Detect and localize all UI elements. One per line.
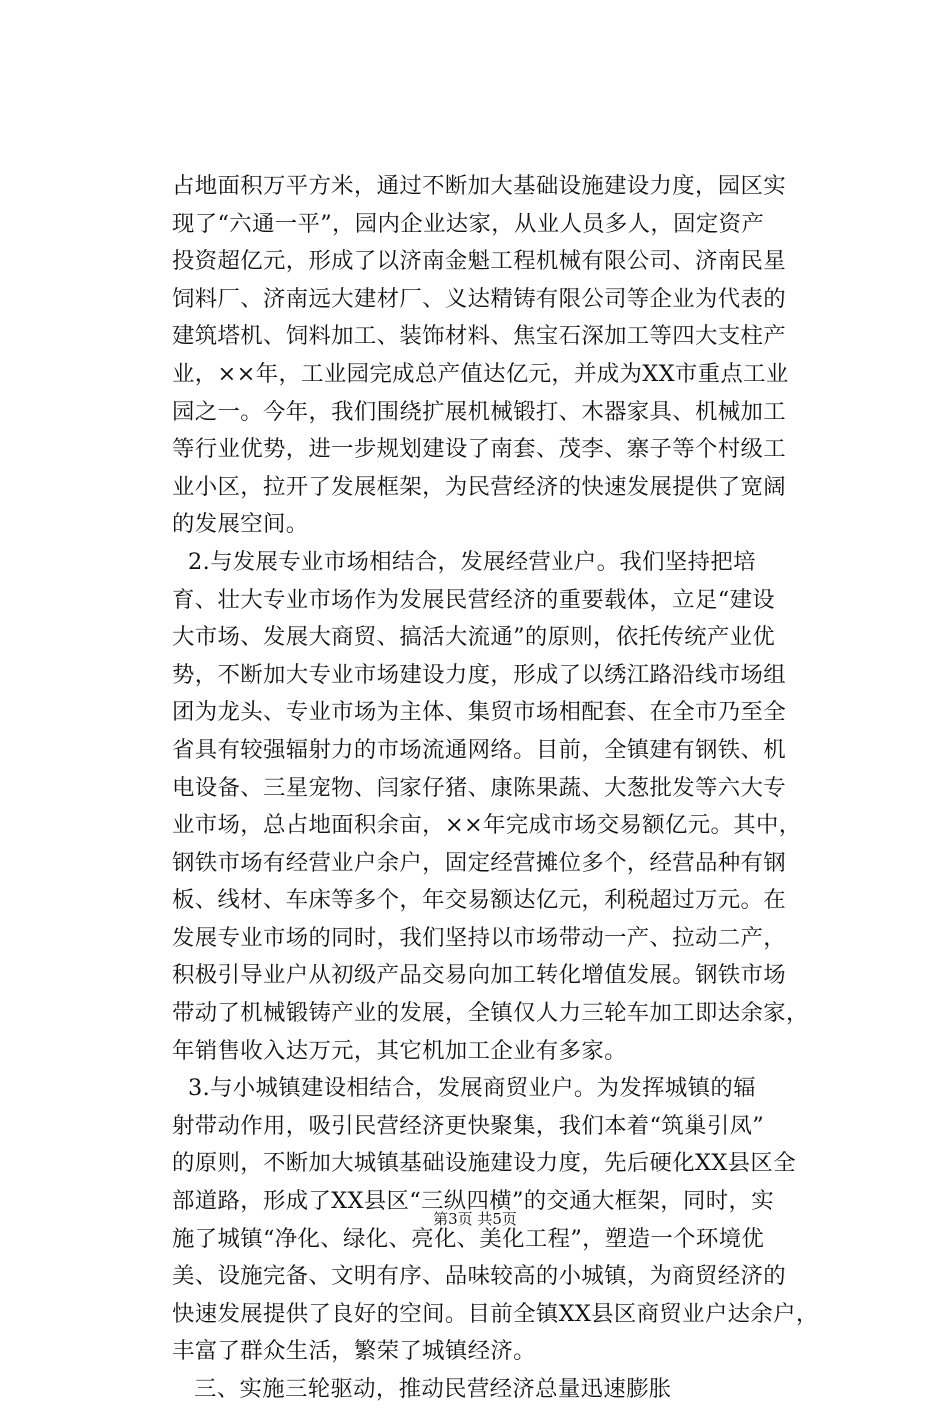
text-line: 业，××年，工业园完成总产值达亿元，并成为XX市重点工业	[172, 360, 789, 387]
text-line: 占地面积万平方米，通过不断加大基础设施建设力度，园区实	[172, 173, 786, 199]
paragraph-start-line: 2.与发展专业市场相结合，发展经营业户。我们坚持把培	[188, 548, 756, 575]
text-line: 势，不断加大专业市场建设力度，形成了以绣江路沿线市场组	[172, 661, 786, 688]
page-number: 第3页 共5页	[433, 1210, 517, 1228]
text-line: 电设备、三星宠物、闫家仔猪、康陈果蔬、大葱批发等六大专	[172, 774, 786, 801]
text-line: 等行业优势，进一步规划建设了南套、茂李、寨子等个村级工	[172, 436, 786, 463]
text-line: 大市场、发展大商贸、搞活大流通”的原则，依托传统产业优	[172, 624, 776, 651]
text-line: 团为龙头、专业市场为主体、集贸市场相配套、在全市乃至全	[172, 699, 786, 726]
text-line: 业小区，拉开了发展框架，为民营经济的快速发展提供了宽阔	[172, 473, 786, 500]
text-line: 射带动作用，吸引民营经济更快聚集，我们本着“筑巢引凤”	[172, 1112, 765, 1139]
paragraph-start-line: 3.与小城镇建设相结合，发展商贸业户。为发挥城镇的辐	[188, 1075, 756, 1102]
section-heading: 三、实施三轮驱动，推动民营经济总量迅速膨胀	[194, 1376, 672, 1402]
text-line: 园之一。今年，我们围绕扩展机械锻打、木器家具、机械加工	[172, 398, 786, 425]
text-line: 积极引导业户从初级产品交易向加工转化增值发展。钢铁市场	[172, 962, 786, 989]
text-line: 的原则，不断加大城镇基础设施建设力度，先后硬化XX县区全	[172, 1150, 796, 1177]
text-line: 饲料厂、济南远大建材厂、义达精铸有限公司等企业为代表的	[172, 285, 786, 312]
text-line: 钢铁市场有经营业户余户，固定经营摊位多个，经营品种有钢	[172, 849, 786, 876]
text-line: 带动了机械锻铸产业的发展，全镇仅人力三轮车加工即达余家，	[172, 1000, 809, 1027]
page-footer	[0, 1209, 950, 1229]
text-line: 年销售收入达万元，其它机加工企业有多家。	[172, 1037, 627, 1064]
text-line: 丰富了群众生活，繁荣了城镇经济。	[172, 1338, 536, 1365]
text-line: 省具有较强辐射力的市场流通网络。目前，全镇建有钢铁、机	[172, 736, 786, 763]
text-line: 发展专业市场的同时，我们坚持以市场带动一产、拉动二产，	[172, 924, 786, 951]
text-line: 业市场，总占地面积余亩，××年完成市场交易额亿元。其中，	[172, 812, 802, 839]
text-line: 的发展空间。	[172, 511, 309, 538]
text-line: 投资超亿元，形成了以济南金魁工程机械有限公司、济南民星	[172, 248, 786, 275]
text-line: 板、线材、车床等多个，年交易额达亿元，利税超过万元。在	[172, 887, 786, 914]
text-line: 施了城镇“净化、绿化、亮化、美化工程”，塑造一个环境优	[172, 1225, 765, 1252]
text-line: 建筑塔机、饲料加工、装饰材料、焦宝石深加工等四大支柱产	[172, 323, 786, 350]
text-line: 美、设施完备、文明有序、品味较高的小城镇，为商贸经济的	[172, 1263, 786, 1290]
text-line: 现了“六通一平”，园内企业达家，从业人员多人，固定资产	[172, 210, 765, 237]
text-line: 部道路，形成了XX县区“三纵四横”的交通大框架，同时，实	[172, 1188, 774, 1215]
text-line: 快速发展提供了良好的空间。目前全镇XX县区商贸业户达余户，	[172, 1300, 819, 1327]
text-line: 育、壮大专业市场作为发展民营经济的重要载体，立足“建设	[172, 586, 776, 613]
